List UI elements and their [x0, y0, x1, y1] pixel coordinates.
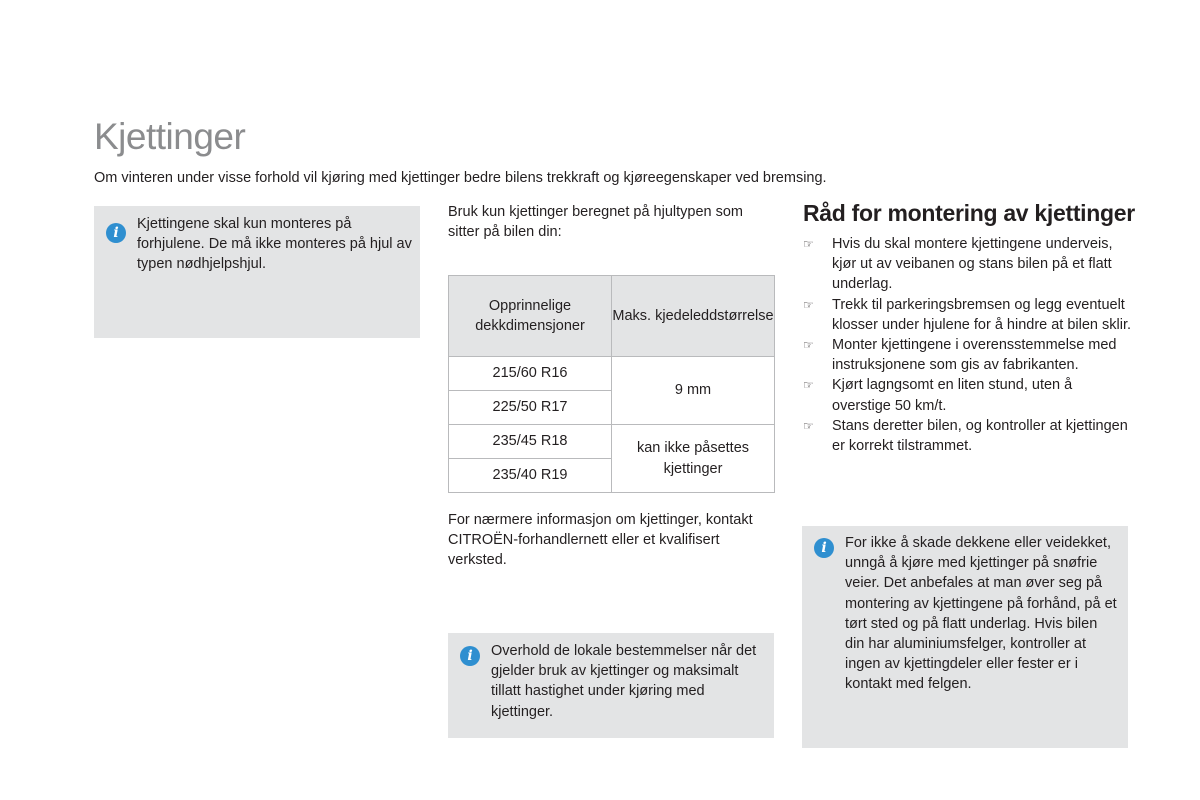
link-size-cell: kan ikke påsettes kjettinger	[612, 425, 775, 493]
tip-text: Trekk til parkeringsbremsen og legg eventuelt klosser under hjulene for å hindre at bilen sklir.	[832, 296, 1132, 333]
table-header-tyre-dimensions: Opprinnelige dekkdimensjoner	[449, 276, 612, 357]
table-header-max-link-size: Maks. kjedeleddstørrelse	[612, 276, 775, 357]
note-text: Overhold de lokale bestemmelser når det gjelder bruk av kjettinger og maksimalt tillatt hastighet under kjøring med kjettinger.	[491, 643, 757, 720]
table-row	[449, 357, 775, 391]
info-icon: i	[814, 538, 834, 558]
list-item	[803, 295, 1133, 335]
page-title: Kjettinger	[94, 116, 246, 157]
section-heading: Råd for montering av kjettinger	[803, 200, 1135, 226]
chain-size-table	[448, 275, 775, 493]
list-item	[803, 335, 1133, 375]
pointing-hand-icon: ☞	[803, 418, 814, 433]
tyre-dimension-cell: 235/40 R19	[449, 459, 612, 493]
tip-text: Hvis du skal montere kjettingene underveis, kjør ut av veibanen og stans bilen på et flatt underlag.	[832, 236, 1113, 293]
list-item	[803, 375, 1133, 415]
note-text: For ikke å skade dekkene eller veidekket, unngå å kjøre med kjettinger på snøfrie veier. Det anbefales at man øver seg på montering av kjettingene på forhånd, på et tørt sted og på flatt underlag. Hvis bilen din har aluminiumsfelger, kontroller at ingen av kjettingdeler eller fester er i kontakt med felgen.	[845, 535, 1117, 693]
info-note-tyre-damage	[802, 526, 1128, 748]
note-text: Kjettingene skal kun monteres på forhjulene. De må ikke monteres på hjul av typen nødhjelpshjul.	[137, 216, 412, 273]
tip-text: Monter kjettingene i overensstemmelse med instruksjonene som gis av fabrikanten.	[832, 337, 1117, 374]
tyre-dimension-cell: 215/60 R16	[449, 357, 612, 391]
tip-text: Stans deretter bilen, og kontroller at kjettingen er korrekt tilstrammet.	[832, 417, 1128, 455]
info-icon: i	[106, 223, 126, 243]
tyre-dimension-cell: 235/45 R18	[449, 425, 612, 459]
table-row	[449, 425, 775, 459]
list-item	[803, 416, 1133, 456]
dealer-info-text: For nærmere informasjon om kjettinger, kontakt CITROËN-forhandlernett eller et kvalifisert verksted.	[448, 512, 753, 569]
mounting-tips-list	[803, 234, 1133, 456]
intro-text: Om vinteren under visse forhold vil kjøring med kjettinger bedre bilens trekkraft og kjøreegenskaper ved bremsing.	[94, 170, 827, 186]
pointing-hand-icon: ☞	[803, 338, 814, 353]
table-header-row	[449, 276, 775, 357]
pointing-hand-icon: ☞	[803, 297, 814, 312]
pointing-hand-icon: ☞	[803, 237, 814, 251]
info-note-front-wheels	[94, 206, 420, 338]
tip-text: Kjørt lagngsomt en liten stund, uten å overstige 50 km/t.	[832, 377, 1073, 414]
info-note-local-rules	[448, 633, 774, 738]
tyre-dimension-cell: 225/50 R17	[449, 391, 612, 425]
link-size-cell: 9 mm	[612, 357, 775, 425]
chain-usage-intro: Bruk kun kjettinger beregnet på hjultypen som sitter på bilen din:	[448, 204, 744, 241]
pointing-hand-icon: ☞	[803, 378, 814, 393]
info-icon: i	[460, 646, 480, 666]
list-item	[803, 234, 1133, 295]
